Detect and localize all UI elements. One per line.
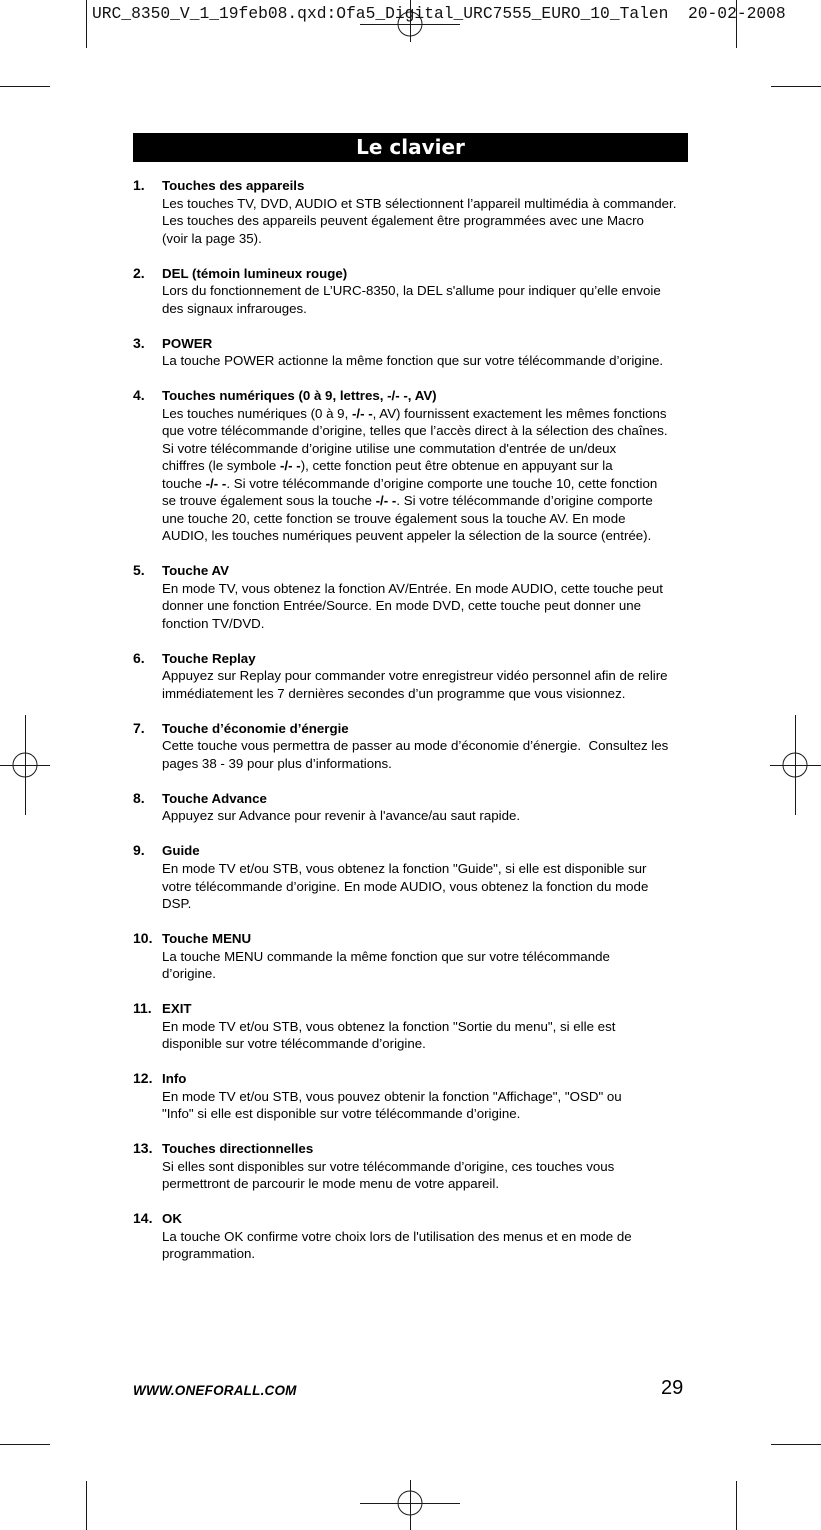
bold-symbol: -/- - [351, 405, 373, 421]
item-description-line: En mode TV et/ou STB, vous obtenez la fonction "Sortie du menu", si elle est [162, 1018, 616, 1034]
list-item [133, 335, 698, 370]
item-description-line: AUDIO, les touches numériques peuvent appeler la sélection de la source (entrée). [162, 528, 652, 544]
text-run: touche [162, 475, 206, 491]
item-description-line: disponible sur votre télécommande d’origine. [162, 1036, 426, 1052]
item-number: 2. [133, 264, 145, 281]
item-number: 10. [133, 930, 153, 947]
item-number: 8. [133, 789, 145, 806]
item-description-line: permettront de parcourir le mode menu de votre appareil. [162, 1176, 500, 1192]
list-item [133, 930, 698, 983]
section-header [133, 133, 688, 162]
item-number: 3. [133, 334, 145, 351]
list-item [133, 562, 698, 632]
item-description-line: Les touches TV, DVD, AUDIO et STB sélectionnent l’appareil multimédia à commander. [162, 195, 677, 211]
list-item [133, 1210, 698, 1263]
item-description-line: Appuyez sur Advance pour revenir à l'avance/au saut rapide. [162, 808, 521, 824]
list-item [133, 1000, 698, 1053]
text-run: . Si votre télécommande d’origine comporte [396, 493, 653, 509]
item-number: 7. [133, 719, 145, 736]
item-description-line: En mode TV, vous obtenez la fonction AV/Entrée. En mode AUDIO, cette touche peut [162, 580, 663, 596]
list-item [133, 842, 698, 912]
item-description-line [162, 457, 698, 475]
list-item [133, 1070, 698, 1123]
item-number: 14. [133, 1210, 153, 1227]
item-title: Touche d’économie d’énergie [162, 720, 349, 736]
item-title: Guide [162, 843, 200, 859]
item-description-line: Appuyez sur Replay pour commander votre enregistreur vidéo personnel afin de relire [162, 668, 668, 684]
text-run: . Si votre télécommande d’origine comporte une touche 10, cette fonction [226, 475, 658, 491]
item-description-line: Les touches des appareils peuvent également être programmées avec une Macro [162, 213, 644, 229]
text-run: chiffres (le symbole [162, 458, 280, 474]
item-description-line [162, 492, 698, 510]
text-run: , AV) fournissent exactement les mêmes fonctions [372, 405, 667, 421]
bold-symbol: -/- - [205, 475, 227, 491]
list-item [133, 1140, 698, 1193]
crop-mark-bottom-left [0, 1445, 87, 1530]
item-title: Touche Advance [162, 790, 267, 806]
item-number: 1. [133, 177, 145, 193]
item-number: 6. [133, 649, 145, 666]
list-item [133, 790, 698, 825]
item-description-line: programmation. [162, 1246, 256, 1262]
item-title: Touches directionnelles [162, 1141, 314, 1157]
list-item [133, 265, 698, 318]
item-description-line: En mode TV et/ou STB, vous pouvez obtenir la fonction "Affichage", "OSD" ou [162, 1088, 622, 1104]
item-number: 13. [133, 1140, 153, 1157]
item-description-line: (voir la page 35). [162, 230, 262, 246]
item-description-line: pages 38 - 39 pour plus d’informations. [162, 755, 392, 771]
item-title: Touche MENU [162, 931, 252, 947]
item-description-line: La touche OK confirme votre choix lors de l'utilisation des menus et en mode de [162, 1228, 632, 1244]
item-description-line: Cette touche vous permettra de passer au mode d’économie d’énergie. Consultez les [162, 738, 669, 754]
item-description-line: que votre télécommande d’origine, telles que l’accès direct à la sélection des chaînes. [162, 423, 668, 439]
item-title: POWER [162, 335, 213, 351]
item-number: 11. [133, 1000, 152, 1017]
item-title: Touches numériques (0 à 9, lettres, -/- -, AV) [162, 388, 437, 404]
item-description-line: La touche MENU commande la même fonction que sur votre télécommande [162, 948, 610, 964]
item-title: Touche Replay [162, 650, 256, 666]
item-description-line [162, 405, 698, 423]
item-number: 5. [133, 562, 145, 579]
website-url: WWW.ONEFORALL.COM [133, 1383, 297, 1398]
list-item [133, 177, 698, 247]
item-description-line: des signaux infrarouges. [162, 300, 307, 316]
item-description-line: Si elles sont disponibles sur votre télécommande d’origine, ces touches vous [162, 1158, 615, 1174]
page-number: 29 [661, 1377, 684, 1399]
bold-symbol: -/- - [280, 458, 301, 474]
item-description-line: fonction TV/DVD. [162, 615, 265, 631]
item-description-line: Si votre télécommande d’origine utilise une commutation d'entrée de un/deux [162, 440, 617, 456]
text-run: Les touches numériques (0 à 9, [162, 405, 352, 421]
item-number: 9. [133, 842, 145, 859]
list-item [133, 387, 698, 545]
print-slug: URC_8350_V_1_19feb08.qxd:Ofa5_Digital_URC7555_EURO_10_Talen 20-02-2008 [92, 4, 786, 23]
registration-mark-left [0, 715, 50, 815]
crop-mark-bottom-right [737, 1445, 821, 1530]
section-title: Le clavier [356, 135, 465, 159]
list-item [133, 650, 698, 703]
item-title: OK [162, 1211, 182, 1227]
item-title: DEL (témoin lumineux rouge) [162, 265, 348, 281]
item-description-line: d’origine. [162, 966, 216, 982]
text-run: se trouve également sous la touche [162, 493, 376, 509]
item-description-line: une touche 20, cette fonction se trouve également sous la touche AV. En mode [162, 510, 626, 526]
crop-mark-top-left [0, 0, 87, 87]
item-title: Touche AV [162, 563, 229, 579]
item-title: Info [162, 1071, 187, 1087]
list-item [133, 720, 698, 773]
item-description-line: votre télécommande d’origine. En mode AUDIO, vous obtenez la fonction du mode [162, 878, 649, 894]
item-number: 12. [133, 1070, 153, 1087]
key-list [133, 177, 698, 1280]
registration-mark-right [770, 715, 821, 815]
registration-mark-bottom [360, 1480, 460, 1530]
item-description-line: donner une fonction Entrée/Source. En mode DVD, cette touche peut donner une [162, 598, 642, 614]
text-run: ), cette fonction peut être obtenue en appuyant sur la [300, 458, 613, 474]
item-description-line [162, 475, 698, 493]
item-number: 4. [133, 387, 145, 404]
item-description-line: Lors du fonctionnement de L’URC-8350, la DEL s'allume pour indiquer qu’elle envoie [162, 283, 661, 299]
item-description-line: immédiatement les 7 dernières secondes d’un programme que vous visionnez. [162, 685, 626, 701]
item-title: Touches des appareils [162, 178, 305, 193]
bold-symbol: -/- - [375, 493, 397, 509]
item-description-line: DSP. [162, 896, 192, 912]
item-title: EXIT [162, 1001, 192, 1017]
item-description-line: "Info" si elle est disponible sur votre télécommande d’origine. [162, 1106, 521, 1122]
item-description-line: En mode TV et/ou STB, vous obtenez la fonction "Guide", si elle est disponible sur [162, 860, 647, 876]
item-description-line: La touche POWER actionne la même fonction que sur votre télécommande d’origine. [162, 353, 664, 369]
